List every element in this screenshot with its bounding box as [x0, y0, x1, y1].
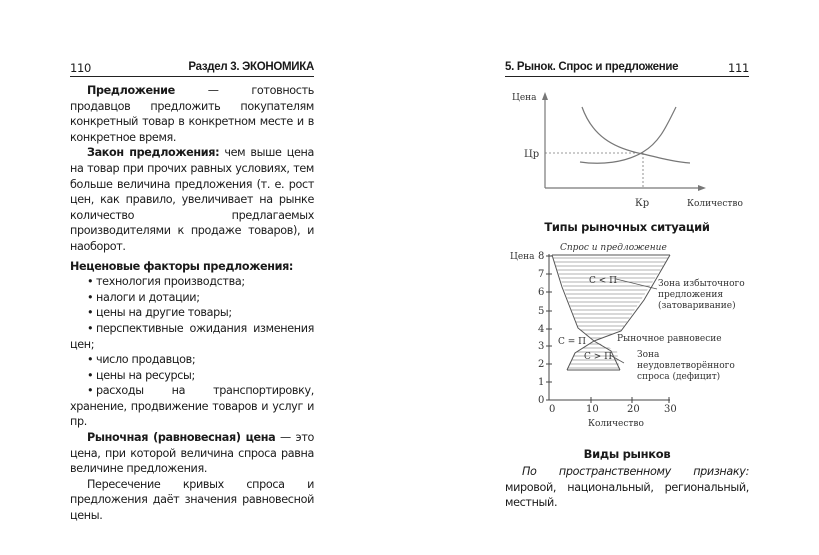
intersection-text: Пересечение кривых спроса и предложения даёт значения равновесной цены.	[70, 477, 314, 523]
chart2-x-label: Количество	[588, 419, 644, 429]
bullet-icon: •	[87, 275, 94, 289]
svg-text:0: 0	[538, 395, 545, 406]
svg-text:неудовлетворённого: неудовлетворённого	[637, 361, 735, 371]
chart2-y-label: Цена	[510, 252, 535, 262]
bullet-icon: •	[87, 306, 94, 320]
eq-price-label: Цр	[524, 149, 540, 160]
bullet-icon: •	[87, 368, 94, 382]
eq-label: Рыночное равновесие	[617, 334, 722, 344]
markets-text: По пространственному признаку: мировой, национальный, региональный, местный.	[505, 465, 749, 510]
term-law: Закон предложения:	[87, 146, 220, 160]
deficit-symbol: С > П	[584, 352, 612, 362]
law-of-supply: Закон предложения: чем выше цена на товар при прочих равных условиях, тем больше величина предложения (т. е. рост цен, как правило, увеличивает на рынке количество предлагаемых производителями к продаже товаров), и наоборот.	[70, 146, 314, 253]
list-item: • цены на ресурсы;	[87, 368, 195, 382]
term-supply: Предложение	[87, 84, 175, 97]
term-market-price: Рыночная (равновесная) цена	[87, 431, 276, 445]
page-number: 110	[70, 61, 92, 75]
svg-text:6: 6	[538, 287, 545, 298]
surplus-symbol: С < П	[589, 276, 617, 286]
svg-text:30: 30	[664, 404, 677, 415]
svg-text:0: 0	[549, 404, 556, 415]
bullet-icon: •	[87, 290, 94, 304]
chart1	[542, 92, 706, 191]
eq-symbol: С = П	[558, 337, 586, 347]
svg-text:10: 10	[586, 404, 599, 415]
bullet-icon: •	[87, 321, 94, 335]
market-price-definition: Рыночная (равновесная) цена — это цена, при которой величина спроса равна величине предложения.	[70, 431, 314, 476]
svg-text:8: 8	[538, 251, 545, 262]
arrow-up-icon	[542, 92, 548, 100]
arrow-right-icon	[698, 185, 706, 191]
supply-definition: Предложение — готовность продавцов предложить покупателям конкретный товар в конкретном месте и в конкретное время.	[70, 84, 314, 144]
bullet-icon: •	[87, 384, 94, 398]
svg-text:предложения: предложения	[658, 290, 724, 300]
markets-lead: По пространственному признаку:	[522, 465, 749, 478]
list-item: • расходы на транспортировку, хранение, продвижение товаров и услуг и пр.	[70, 384, 314, 429]
svg-text:3: 3	[538, 341, 545, 352]
list-item: • перспективные ожидания изменения цен;	[70, 321, 314, 351]
svg-text:1: 1	[538, 377, 545, 388]
list-item: • число продавцов;	[87, 353, 196, 367]
chart1-y-label: Цена	[512, 93, 537, 103]
list-item: • цены на другие товары;	[87, 306, 232, 320]
svg-text:Зона избыточного: Зона избыточного	[658, 279, 745, 289]
chart2-subtitle: Спрос и предложение	[560, 243, 667, 253]
bullet-icon: •	[87, 353, 94, 367]
svg-text:(затоваривание): (затоваривание)	[658, 301, 736, 311]
factors-heading: Неценовые факторы предложения:	[70, 259, 294, 273]
chart2-title: Типы рыночных ситуаций	[544, 220, 710, 234]
supply-curve	[580, 107, 676, 163]
svg-text:20: 20	[627, 404, 640, 415]
eq-qty-label: Кр	[635, 198, 650, 209]
svg-text:спроса (дефицит): спроса (дефицит)	[637, 372, 721, 382]
page-number: 111	[727, 61, 749, 75]
list-item: • налоги и дотации;	[87, 290, 200, 304]
svg-text:5: 5	[538, 306, 545, 317]
section-header: 5. Рынок. Спрос и предложение	[505, 61, 679, 73]
markets-heading: Виды рынков	[583, 447, 671, 461]
svg-text:Зона: Зона	[637, 350, 660, 360]
demand-curve	[582, 107, 690, 163]
section-header: Раздел 3. ЭКОНОМИКА	[188, 61, 314, 73]
svg-text:2: 2	[538, 359, 545, 370]
svg-text:7: 7	[538, 269, 545, 280]
list-item: • технология производства;	[87, 275, 245, 289]
chart1-x-label: Количество	[687, 199, 743, 209]
svg-text:4: 4	[538, 324, 545, 335]
